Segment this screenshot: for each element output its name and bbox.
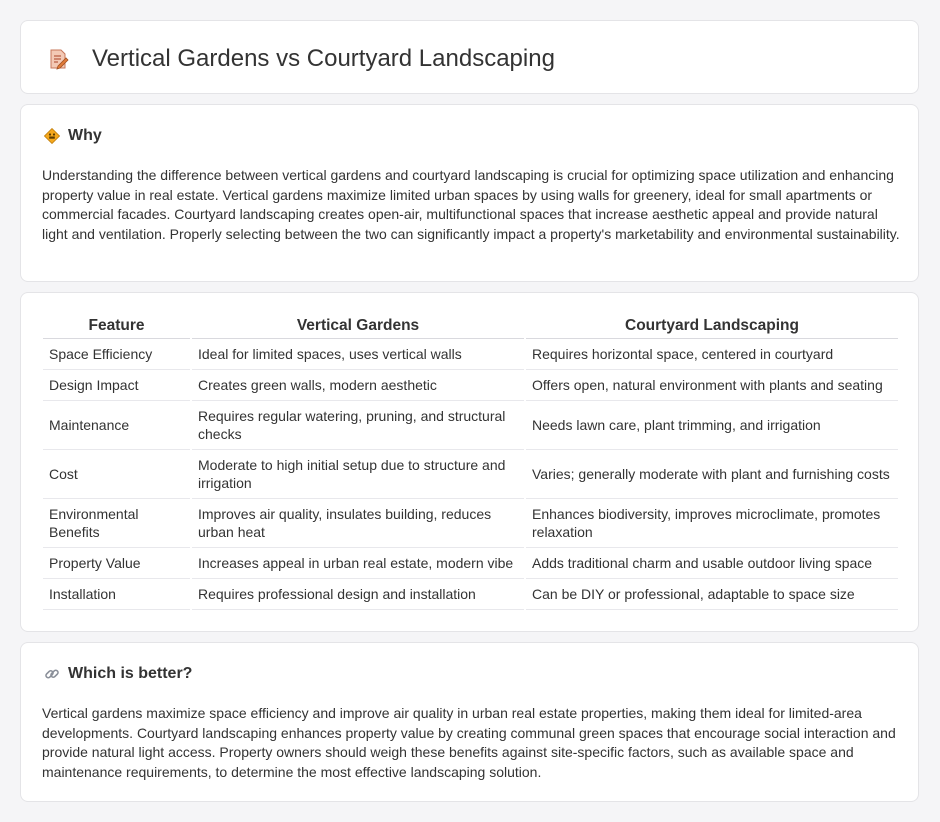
comparison-table bbox=[43, 315, 898, 610]
table-row bbox=[43, 370, 898, 401]
table-row bbox=[43, 579, 898, 610]
courtyard-cell: Adds traditional charm and usable outdoor living space bbox=[525, 548, 898, 579]
vertical-cell: Moderate to high initial setup due to structure and irrigation bbox=[191, 450, 525, 499]
better-title: Which is better? bbox=[68, 665, 193, 682]
why-paragraph: Understanding the difference between vertical gardens and courtyard landscaping is crucial for optimizing space utilization and enhancing property value in real estate. Vertical gardens maximize limited urban spaces by using walls for greenery, ideal for small apartments or commercial facades. Courtyard landscaping creates open-air, multifunctional spaces that increase aesthetic appeal and provide natural light and ventilation. Properly selecting between the two can significantly impact a property's marketability and environmental sustainability. bbox=[42, 167, 900, 242]
better-paragraph: Vertical gardens maximize space efficiency and improve air quality in urban real estate properties, making them ideal for limited-area developments. Courtyard landscaping enhances property value by creating communal green spaces that encourage social interaction and provide natural light access. Property owners should weigh these benefits against site-specific factors, such as available space and maintenance requirements, to determine the most effective landscaping solution. bbox=[42, 705, 896, 780]
feature-cell: Environmental Benefits bbox=[43, 499, 191, 548]
feature-cell: Installation bbox=[43, 579, 191, 610]
feature-cell: Cost bbox=[43, 450, 191, 499]
header-courtyard-landscaping: Courtyard Landscaping bbox=[525, 315, 898, 339]
vertical-cell: Creates green walls, modern aesthetic bbox=[191, 370, 525, 401]
feature-cell: Space Efficiency bbox=[43, 339, 191, 370]
courtyard-cell: Offers open, natural environment with plants and seating bbox=[525, 370, 898, 401]
table-row bbox=[43, 339, 898, 370]
why-title: Why bbox=[68, 127, 102, 144]
table-row bbox=[43, 499, 898, 548]
courtyard-cell: Requires horizontal space, centered in courtyard bbox=[525, 339, 898, 370]
table-row bbox=[43, 450, 898, 499]
courtyard-cell: Varies; generally moderate with plant and furnishing costs bbox=[525, 450, 898, 499]
why-heading bbox=[44, 127, 102, 145]
vertical-cell: Requires regular watering, pruning, and structural checks bbox=[191, 401, 525, 450]
vertical-cell: Requires professional design and installation bbox=[191, 579, 525, 610]
better-heading bbox=[44, 665, 192, 683]
which-is-better-section bbox=[20, 642, 919, 802]
feature-cell: Property Value bbox=[43, 548, 191, 579]
header-card bbox=[20, 20, 919, 94]
link-icon bbox=[44, 666, 60, 682]
feature-cell: Maintenance bbox=[43, 401, 191, 450]
page-title: Vertical Gardens vs Courtyard Landscaping bbox=[92, 45, 555, 72]
header-vertical-gardens: Vertical Gardens bbox=[191, 315, 525, 339]
courtyard-cell: Enhances biodiversity, improves microclimate, promotes relaxation bbox=[525, 499, 898, 548]
header-feature: Feature bbox=[43, 315, 191, 339]
comparison-card bbox=[20, 292, 919, 632]
document-edit-icon bbox=[47, 48, 69, 70]
feature-cell: Design Impact bbox=[43, 370, 191, 401]
table-row bbox=[43, 548, 898, 579]
table-row bbox=[43, 401, 898, 450]
vertical-cell: Ideal for limited spaces, uses vertical walls bbox=[191, 339, 525, 370]
why-section bbox=[20, 104, 919, 282]
courtyard-cell: Can be DIY or professional, adaptable to space size bbox=[525, 579, 898, 610]
vertical-cell: Increases appeal in urban real estate, modern vibe bbox=[191, 548, 525, 579]
table-header-row bbox=[43, 315, 898, 339]
vertical-cell: Improves air quality, insulates building, reduces urban heat bbox=[191, 499, 525, 548]
courtyard-cell: Needs lawn care, plant trimming, and irrigation bbox=[525, 401, 898, 450]
diamond-sign-icon bbox=[44, 128, 60, 144]
